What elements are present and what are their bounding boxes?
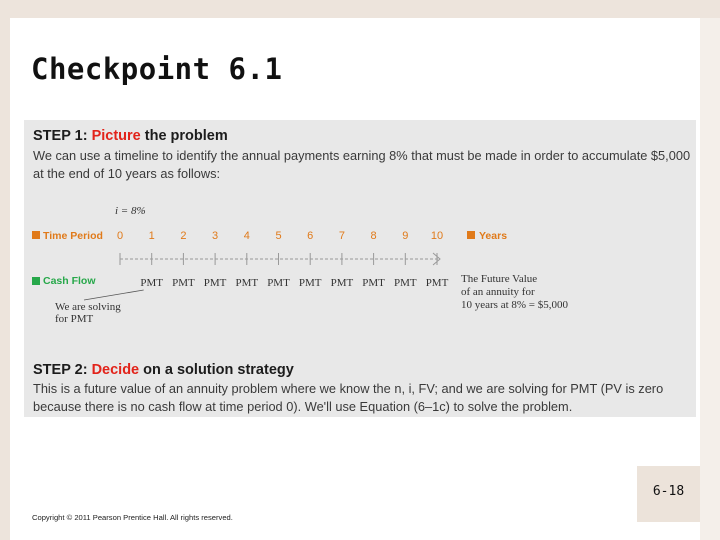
solving-note-line1: We are solving	[55, 301, 121, 313]
period-label: 1	[148, 230, 155, 242]
timeline-diagram	[24, 120, 696, 360]
slide	[10, 18, 710, 540]
solving-note-line2: for PMT	[55, 313, 94, 325]
step2-text: This is a future value of an annuity problem where we know the n, i, FV; and we are solving for PMT (PV is zero because there is no cash flow at time period 0). We'll use Equation (6–1c) to solve the problem.	[33, 381, 664, 414]
period-label: 8	[370, 230, 377, 242]
timeline-axis	[120, 253, 440, 265]
time-period-label: Time Period	[43, 230, 103, 242]
payment-label: PMT	[203, 277, 227, 289]
fv-note-line3: 10 years at 8% = $5,000	[461, 299, 569, 311]
payment-labels	[84, 277, 449, 300]
period-label: 2	[180, 230, 187, 242]
copyright: Copyright © 2011 Pearson Prentice Hall. All rights reserved.	[32, 513, 233, 522]
payment-label: PMT	[362, 277, 385, 289]
payment-label: PMT	[425, 277, 449, 289]
step2-rest: on a solution strategy	[143, 362, 294, 378]
period-label: 4	[243, 230, 250, 242]
period-label: 3	[212, 230, 219, 242]
period-label: 0	[116, 230, 124, 242]
cash-flow-swatch	[32, 277, 40, 285]
slide-edge	[700, 18, 720, 540]
payment-label: PMT	[140, 277, 164, 289]
period-label: 5	[275, 230, 282, 242]
fv-note-line1: The Future Value	[461, 273, 538, 285]
cash-flow-label: Cash Flow	[43, 275, 96, 287]
solving-arrow	[84, 290, 144, 300]
period-label: 7	[338, 230, 345, 242]
step2-label: STEP 2:	[33, 362, 88, 378]
payment-label: PMT	[235, 277, 259, 289]
step1-label: STEP 1:	[33, 128, 88, 144]
page-number: 6-18	[652, 484, 685, 499]
slide-title: Checkpoint 6.1	[31, 52, 283, 86]
rate-label: i = 8%	[115, 205, 146, 217]
step1-keyword: Picture	[91, 128, 141, 144]
payment-label: PMT	[267, 277, 290, 289]
step2-heading	[33, 362, 294, 378]
time-period-swatch	[32, 231, 40, 239]
payment-label: PMT	[298, 277, 322, 289]
page-number-box	[637, 466, 700, 522]
payment-label: PMT	[330, 277, 354, 289]
payment-label: PMT	[393, 277, 417, 289]
period-labels	[117, 230, 443, 242]
years-swatch	[467, 231, 475, 239]
period-label: 9	[402, 230, 409, 242]
step1-rest: the problem	[144, 128, 228, 144]
step2-keyword: Decide	[91, 362, 140, 378]
fv-note-line2: of an annuity for	[461, 286, 535, 298]
example-panel	[24, 120, 696, 417]
step1-text: We can use a timeline to identify the annual payments earning 8% that must be made in order to accumulate $5,000 at the end of 10 years as follows:	[33, 148, 691, 181]
payment-label: PMT	[172, 277, 195, 289]
period-label: 10	[430, 230, 444, 242]
period-label: 6	[307, 230, 314, 242]
years-label: Years	[479, 230, 508, 242]
